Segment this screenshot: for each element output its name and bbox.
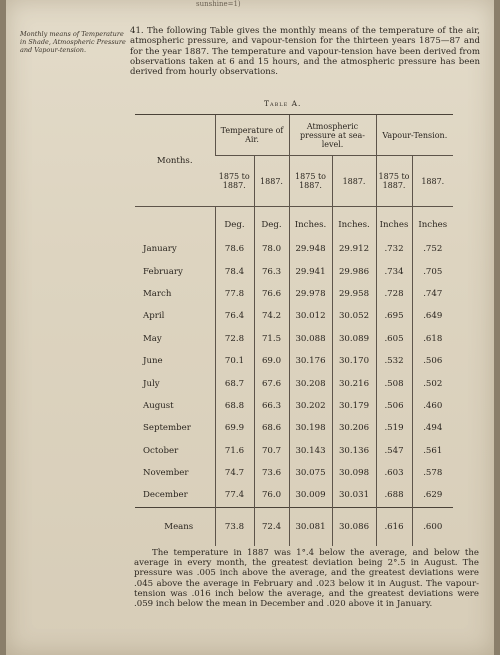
table-cell: 30.052 [332, 305, 376, 327]
table-cell: .600 [412, 507, 453, 546]
table-cell: .649 [412, 305, 453, 327]
table-cell: 68.8 [215, 395, 254, 417]
month-label: June [143, 356, 163, 367]
table-cell: 76.4 [215, 305, 254, 327]
subheader-pressure-avg: 1875 to 1887. [289, 156, 332, 207]
table-cell: 30.031 [332, 484, 376, 507]
table-row [135, 372, 453, 394]
table-cell: 30.088 [289, 328, 332, 350]
means-label: Means [135, 507, 215, 546]
unit-cell: Inches. [332, 207, 376, 239]
table-cell: 30.136 [332, 440, 376, 462]
table-cell: .494 [412, 417, 453, 439]
table-cell: 77.4 [215, 484, 254, 507]
table-cell: 73.6 [254, 462, 289, 484]
group-header-pressure: Atmospheric pressure at sea-level. [289, 115, 376, 156]
table-cell: 29.941 [289, 260, 332, 282]
unit-cell: Deg. [254, 207, 289, 239]
table-cell: 30.009 [289, 484, 332, 507]
table-cell: 76.6 [254, 283, 289, 305]
month-label: August [143, 400, 174, 411]
table-cell: 29.978 [289, 283, 332, 305]
unit-cell: Inches [376, 207, 412, 239]
subheader-temp-1887: 1887. [254, 156, 289, 207]
table-row [135, 417, 453, 439]
table-cell: .502 [412, 372, 453, 394]
footer-paragraph: The temperature in 1887 was 1°.4 below the average, and below the average in every month, the greatest deviation being 2°.5 in August. The pressure was .005 inch above the average, and the greatest deviations were .045 above the average in February and .023 below it in August. The vapour-tension was .016 inch below the average, and the greatest deviations were .059 inch below the mean in December and .020 above it in January. [134, 548, 479, 610]
table-cell: .532 [376, 350, 412, 372]
table-cell: 77.8 [215, 283, 254, 305]
table-cell: 30.206 [332, 417, 376, 439]
table-cell: 29.958 [332, 283, 376, 305]
table-row [135, 462, 453, 484]
table-cell: .605 [376, 328, 412, 350]
table-cell: 72.8 [215, 328, 254, 350]
table-row [135, 440, 453, 462]
table-cell: .695 [376, 305, 412, 327]
table-cell: 69.9 [215, 417, 254, 439]
table-cell: .747 [412, 283, 453, 305]
table-cell: 30.198 [289, 417, 332, 439]
table-cell: 30.176 [289, 350, 332, 372]
table-cell: .460 [412, 395, 453, 417]
margin-note: Monthly means of Temperature in Shade, Atmospheric Pressure and Vapour-tension. [20, 30, 126, 54]
means-row [135, 507, 453, 546]
table-cell: .728 [376, 283, 412, 305]
month-label: January [143, 244, 177, 255]
table-cell: 30.075 [289, 462, 332, 484]
table-cell: .506 [376, 395, 412, 417]
table-cell: .561 [412, 440, 453, 462]
table-cell: .578 [412, 462, 453, 484]
table-cell: 29.912 [332, 238, 376, 260]
table-row [135, 283, 453, 305]
table-cell: .506 [412, 350, 453, 372]
month-label: March [143, 288, 172, 299]
unit-cell: Inches. [289, 207, 332, 239]
table-cell: 30.089 [332, 328, 376, 350]
month-label: September [143, 423, 191, 434]
table-cell: 30.086 [332, 507, 376, 546]
table-cell: .616 [376, 507, 412, 546]
month-label: October [143, 445, 179, 456]
table-cell: 74.7 [215, 462, 254, 484]
months-header: Months. [135, 115, 215, 207]
table-row [135, 395, 453, 417]
table-row [135, 328, 453, 350]
table-cell: 73.8 [215, 507, 254, 546]
table-cell: .688 [376, 484, 412, 507]
table-cell: 30.216 [332, 372, 376, 394]
table-cell: 30.202 [289, 395, 332, 417]
subheader-pressure-1887: 1887. [332, 156, 376, 207]
month-label: May [143, 333, 162, 344]
table-cell: .519 [376, 417, 412, 439]
month-label: July [143, 378, 160, 389]
table-row [135, 350, 453, 372]
table-cell: .618 [412, 328, 453, 350]
table-cell: .629 [412, 484, 453, 507]
table-cell: .705 [412, 260, 453, 282]
table-cell: 30.098 [332, 462, 376, 484]
table-cell: 76.3 [254, 260, 289, 282]
table-cell: 29.948 [289, 238, 332, 260]
table-row [135, 260, 453, 282]
table-cell: 30.208 [289, 372, 332, 394]
table-cell: 30.012 [289, 305, 332, 327]
table-cell: 30.170 [332, 350, 376, 372]
table-cell: 29.986 [332, 260, 376, 282]
subheader-temp-avg: 1875 to 1887. [215, 156, 254, 207]
table-cell: 68.7 [215, 372, 254, 394]
table-cell: 78.6 [215, 238, 254, 260]
table-cell: 71.5 [254, 328, 289, 350]
table-cell: .603 [376, 462, 412, 484]
table-row [135, 305, 453, 327]
table-cell: 70.1 [215, 350, 254, 372]
group-header-vapour: Vapour-Tension. [376, 115, 453, 156]
table-cell: .734 [376, 260, 412, 282]
table-cell: 66.3 [254, 395, 289, 417]
table-cell: 78.4 [215, 260, 254, 282]
table-cell: 68.6 [254, 417, 289, 439]
table-cell: 30.143 [289, 440, 332, 462]
intro-paragraph: 41. The following Table gives the monthly means of the temperature of the air, atmospheric pressure, and vapour-tension for the thirteen years 1875—87 and for the year 1887. The temperature and vapour-tension have been derived from observations taken at 6 and 15 hours, and the atmospheric pressure has been derived from hourly observations. [130, 26, 480, 78]
monthly-means-table [135, 114, 453, 546]
month-label: November [143, 468, 189, 479]
unit-cell: Inches [412, 207, 453, 239]
table-cell: 67.6 [254, 372, 289, 394]
month-label: February [143, 266, 183, 277]
table-row [135, 484, 453, 507]
group-header-temperature: Temperature of Air. [215, 115, 289, 156]
table-cell: 76.0 [254, 484, 289, 507]
table-row [135, 238, 453, 260]
table-cell: 30.081 [289, 507, 332, 546]
table-cell: 70.7 [254, 440, 289, 462]
table-cell: .752 [412, 238, 453, 260]
table-cell: .508 [376, 372, 412, 394]
subheader-vapour-1887: 1887. [412, 156, 453, 207]
subheader-vapour-avg: 1875 to 1887. [376, 156, 412, 207]
table-cell: .732 [376, 238, 412, 260]
table-cell: 69.0 [254, 350, 289, 372]
month-label: April [143, 311, 165, 322]
table-cell: 30.179 [332, 395, 376, 417]
document-page [6, 0, 494, 655]
table-cell: 78.0 [254, 238, 289, 260]
month-label: December [143, 490, 188, 501]
table-cell: .547 [376, 440, 412, 462]
table-cell: 71.6 [215, 440, 254, 462]
table-cell: 74.2 [254, 305, 289, 327]
unit-cell: Deg. [215, 207, 254, 239]
table-caption: Table A. [264, 99, 302, 108]
top-fragment: sunshine=1) [196, 0, 241, 8]
table-cell: 72.4 [254, 507, 289, 546]
